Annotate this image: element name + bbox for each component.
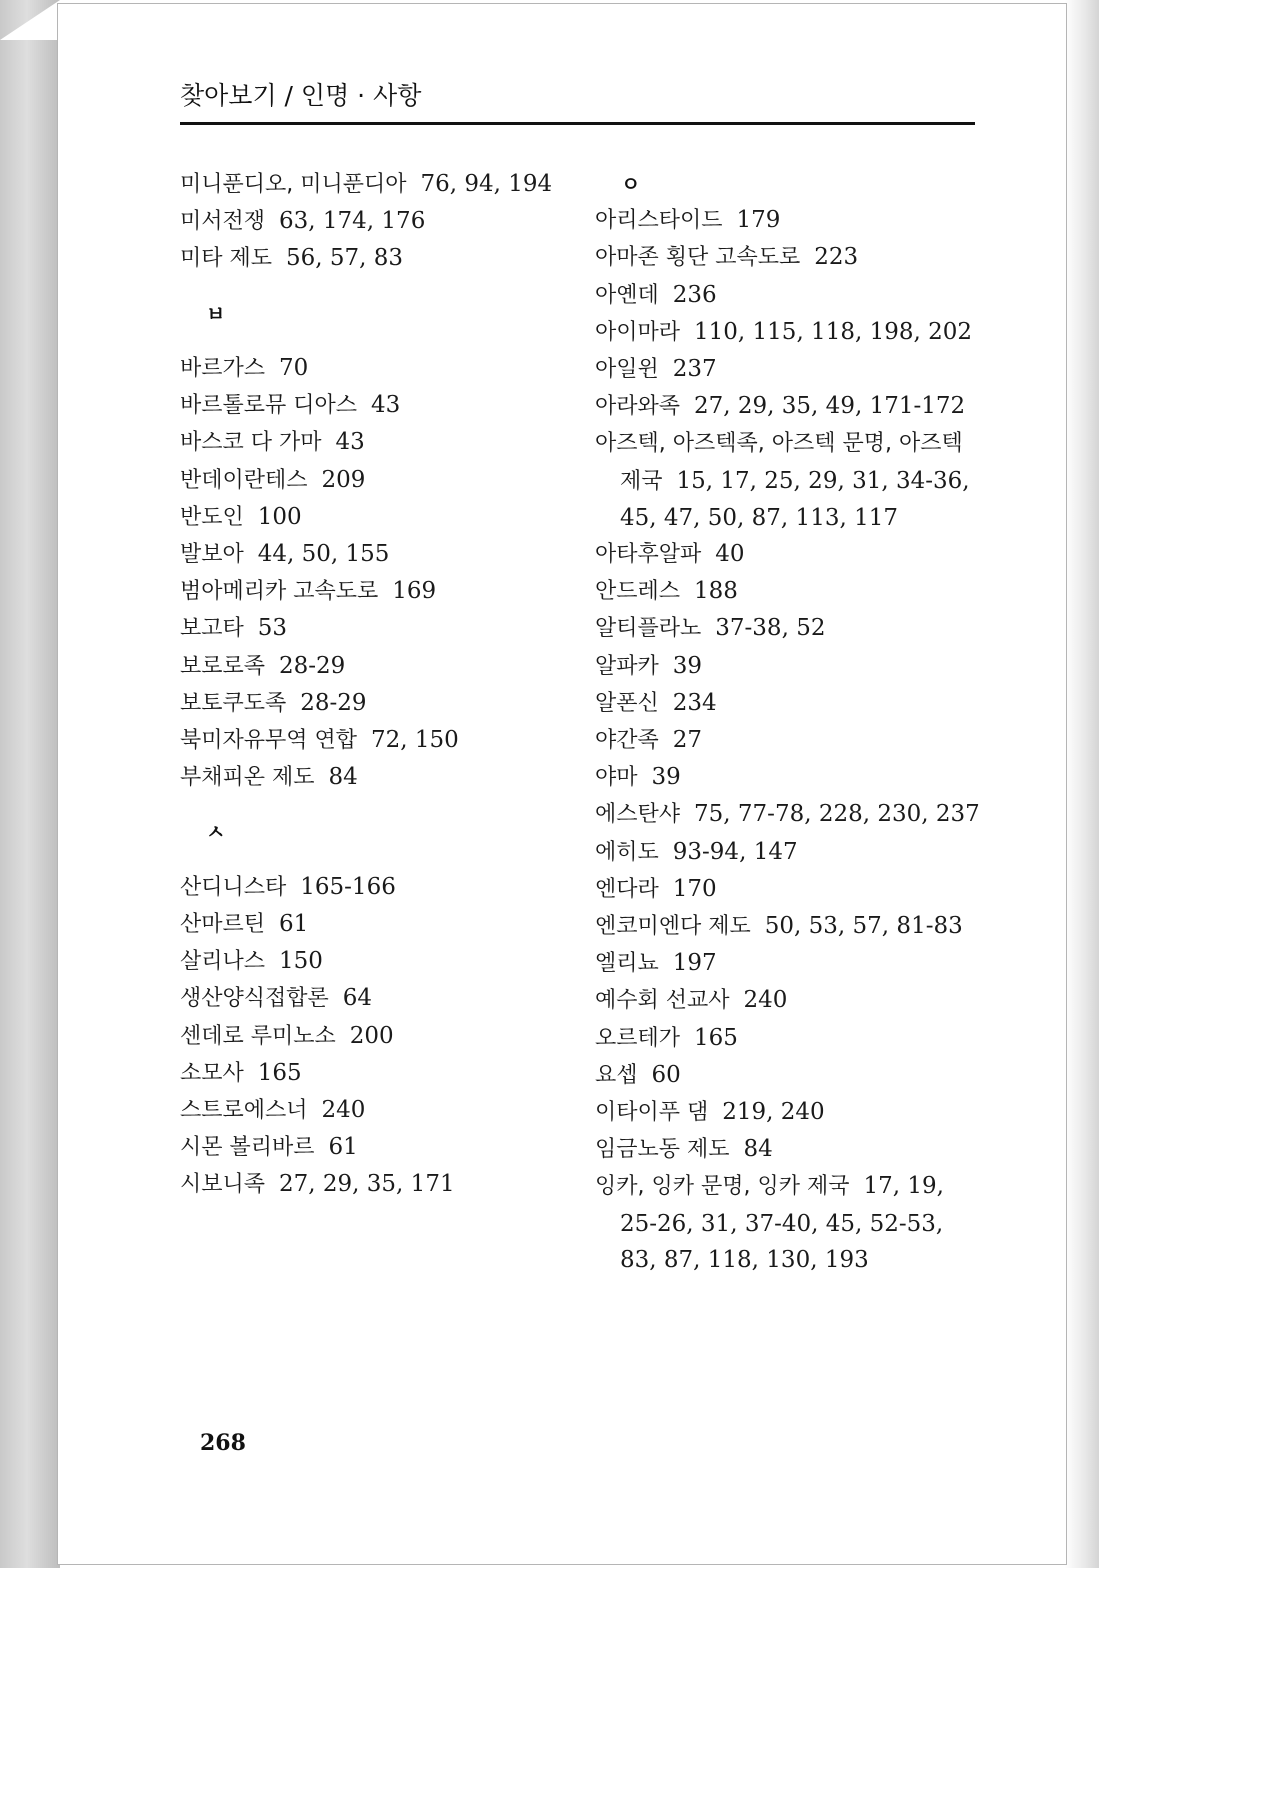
section-s-entries: [180, 869, 570, 1204]
entry-term: 에히도: [595, 839, 659, 865]
index-entry: [595, 388, 985, 425]
entry-pages: 43: [371, 392, 401, 419]
entry-pages: 28-29: [279, 652, 346, 679]
index-entry: [595, 834, 985, 871]
entry-term: 엔코미엔다 제도: [595, 914, 751, 940]
entry-pages: 61: [328, 1134, 358, 1161]
entry-term: 스트로에스너: [180, 1098, 308, 1124]
entry-pages: 50, 53, 57, 81-83: [764, 913, 963, 940]
index-entry: [180, 906, 570, 943]
index-entry: [595, 1168, 985, 1278]
book-spine-edge: [0, 0, 60, 1568]
entry-pages: 27: [672, 727, 703, 754]
entry-term: 아리스타이드: [595, 208, 723, 234]
entry-pages: 110, 115, 118, 198, 202: [694, 318, 973, 345]
section-o-entries: [595, 202, 985, 1278]
entry-term: 보토쿠도족: [180, 690, 287, 716]
entry-pages: 165: [694, 1024, 738, 1051]
entry-pages: 240: [743, 987, 788, 1014]
index-entry: [595, 945, 985, 982]
entry-pages: 93-94, 147: [672, 838, 798, 865]
index-entry: [595, 1131, 985, 1168]
index-entry: [180, 943, 570, 980]
entry-pages: 236: [672, 281, 717, 308]
page-edge-shadow: [1065, 0, 1099, 1568]
index-entry: [180, 980, 570, 1017]
entry-term: 살리나스: [180, 949, 266, 975]
index-entry: [180, 648, 570, 685]
entry-pages: 197: [672, 950, 717, 977]
index-entry: [595, 796, 985, 833]
index-entry: [595, 685, 985, 722]
entry-term: 미서전쟁: [180, 209, 266, 235]
entry-term: 아옌데: [595, 282, 659, 308]
entry-pages: 219, 240: [722, 1099, 825, 1126]
index-entry: [595, 982, 985, 1019]
entry-pages: 43: [335, 429, 365, 456]
index-entry: [180, 350, 570, 387]
intro-entries: [180, 166, 570, 278]
header-title: 찾아보기 / 인명 · 사항: [180, 81, 422, 110]
entry-pages: 76, 94, 194: [420, 171, 553, 197]
entry-term: 아라와족: [595, 394, 681, 420]
entry-pages: 37-38, 52: [715, 615, 826, 642]
entry-pages: 84: [743, 1136, 773, 1163]
index-entry: [595, 314, 985, 351]
entry-term: 시보니족: [180, 1172, 266, 1198]
index-column-left: [180, 166, 570, 1204]
entry-term: 시몬 볼리바르: [180, 1135, 315, 1161]
index-entry: [180, 759, 570, 796]
index-entry: [595, 425, 985, 536]
entry-term: 반도인: [180, 504, 244, 530]
entry-term: 안드레스: [595, 579, 681, 605]
index-entry: [180, 166, 570, 203]
entry-term: 잉카, 잉카 문명, 잉카 제국: [595, 1174, 850, 1200]
index-entry: [180, 387, 570, 424]
entry-pages: 179: [736, 207, 781, 234]
index-entry: [180, 610, 570, 647]
entry-term: 예수회 선교사: [595, 988, 730, 1014]
entry-pages: 84: [328, 764, 358, 791]
index-entry: [595, 648, 985, 685]
index-entry: [180, 1092, 570, 1129]
entry-term: 알폰신: [595, 690, 659, 716]
index-entry: [595, 239, 985, 276]
section-heading-s: ㅅ: [206, 820, 226, 845]
entry-term: 아이마라: [595, 319, 681, 345]
entry-pages: 63, 174, 176: [279, 208, 426, 235]
page-number: 268: [200, 1430, 246, 1456]
entry-pages: 169: [392, 578, 437, 605]
entry-term: 바스코 다 가마: [180, 430, 322, 456]
entry-term: 엘리뇨: [595, 951, 659, 977]
index-entry: [180, 1018, 570, 1055]
entry-term: 아즈텍, 아즈텍족, 아즈텍 문명, 아즈텍 제국: [595, 431, 963, 494]
entry-term: 보고타: [180, 616, 244, 642]
section-heading-o: ㅇ: [621, 172, 641, 196]
entry-pages: 200: [349, 1022, 394, 1049]
entry-term: 부채피온 제도: [180, 765, 315, 791]
entry-pages: 40: [715, 541, 745, 568]
entry-term: 아마존 횡단 고속도로: [595, 245, 801, 271]
index-entry: [180, 240, 570, 277]
entry-pages: 28-29: [300, 689, 367, 716]
entry-term: 요셉: [595, 1062, 638, 1088]
index-entry: [595, 351, 985, 388]
section-heading-b: ㅂ: [206, 301, 226, 326]
entry-pages: 72, 150: [371, 727, 459, 754]
entry-term: 야마: [595, 765, 638, 791]
index-entry: [595, 1020, 985, 1057]
index-entry: [180, 722, 570, 759]
entry-pages: 150: [279, 948, 323, 975]
entry-term: 아타후알파: [595, 542, 702, 568]
entry-pages: 64: [342, 985, 373, 1012]
entry-term: 임금노동 제도: [595, 1137, 730, 1163]
entry-pages: 165-166: [300, 873, 396, 900]
index-entry: [595, 1057, 985, 1094]
entry-pages: 237: [672, 356, 717, 382]
entry-pages: 240: [321, 1097, 366, 1124]
index-entry: [595, 871, 985, 908]
entry-term: 범아메리카 고속도로: [180, 579, 379, 605]
entry-term: 발보아: [180, 542, 244, 568]
entry-pages: 188: [694, 578, 738, 605]
section-b-entries: [180, 350, 570, 796]
entry-term: 알파카: [595, 653, 659, 679]
entry-pages: 39: [672, 652, 703, 679]
index-entry: [595, 610, 985, 647]
entry-term: 아일윈: [595, 357, 659, 382]
index-entry: [595, 573, 985, 610]
entry-pages: 170: [672, 875, 717, 902]
entry-pages: 61: [279, 911, 309, 938]
entry-term: 산마르틴: [180, 912, 266, 938]
entry-term: 미니푼디오, 미니푼디아: [180, 172, 407, 197]
index-entry: [180, 573, 570, 610]
entry-pages: 234: [672, 689, 717, 716]
index-entry: [595, 202, 985, 239]
index-entry: [180, 685, 570, 722]
entry-term: 북미자유무역 연합: [180, 728, 358, 754]
index-entry: [180, 869, 570, 906]
entry-pages: 165: [257, 1059, 302, 1086]
entry-term: 엔다라: [595, 876, 659, 902]
entry-term: 에스탄샤: [595, 802, 681, 828]
entry-term: 소모사: [180, 1060, 244, 1086]
index-entry: [595, 759, 985, 796]
entry-term: 산디니스타: [180, 874, 287, 900]
entry-pages: 53: [257, 615, 288, 642]
index-entry: [180, 462, 570, 499]
index-entry: [595, 277, 985, 314]
entry-pages: 100: [257, 503, 302, 530]
index-entry: [595, 908, 985, 945]
entry-term: 생산양식접합론: [180, 986, 329, 1012]
entry-pages: 27, 29, 35, 171: [279, 1171, 455, 1198]
entry-pages: 27, 29, 35, 49, 171-172: [694, 393, 966, 420]
running-header: [180, 76, 975, 125]
index-entry: [595, 722, 985, 759]
entry-term: 보로로족: [180, 653, 266, 679]
entry-pages: 209: [321, 466, 366, 493]
entry-pages: 56, 57, 83: [286, 245, 404, 272]
entry-term: 야간족: [595, 728, 659, 754]
entry-term: 알티플라노: [595, 616, 702, 642]
index-entry: [180, 1129, 570, 1166]
index-entry: [180, 424, 570, 461]
entry-pages: 15, 17, 25, 29, 31, 34-36, 45, 47, 50, 87, 113, 117: [620, 467, 970, 531]
index-entry: [180, 499, 570, 536]
entry-term: 바르가스: [180, 356, 266, 381]
entry-term: 반데이란테스: [180, 467, 308, 493]
entry-term: 센데로 루미노소: [180, 1023, 336, 1049]
entry-pages: 44, 50, 155: [257, 541, 390, 568]
index-entry: [180, 203, 570, 240]
entry-pages: 75, 77-78, 228, 230, 237: [694, 801, 980, 828]
entry-pages: 17, 19, 25-26, 31, 37-40, 45, 52-53, 83, 87, 118, 130, 193: [620, 1173, 944, 1273]
entry-term: 바르톨로뮤 디아스: [180, 393, 358, 419]
entry-pages: 39: [651, 764, 681, 791]
entry-term: 미타 제도: [180, 246, 273, 272]
entry-term: 이타이푸 댐: [595, 1100, 709, 1126]
entry-pages: 60: [651, 1061, 681, 1088]
index-entry: [595, 536, 985, 573]
index-column-right: [595, 166, 985, 1278]
entry-pages: 70: [279, 355, 309, 381]
entry-pages: 223: [814, 244, 859, 271]
index-entry: [180, 1055, 570, 1092]
index-entry: [595, 1094, 985, 1131]
index-entry: [180, 1166, 570, 1203]
index-entry: [180, 536, 570, 573]
entry-term: 오르테가: [595, 1025, 681, 1051]
